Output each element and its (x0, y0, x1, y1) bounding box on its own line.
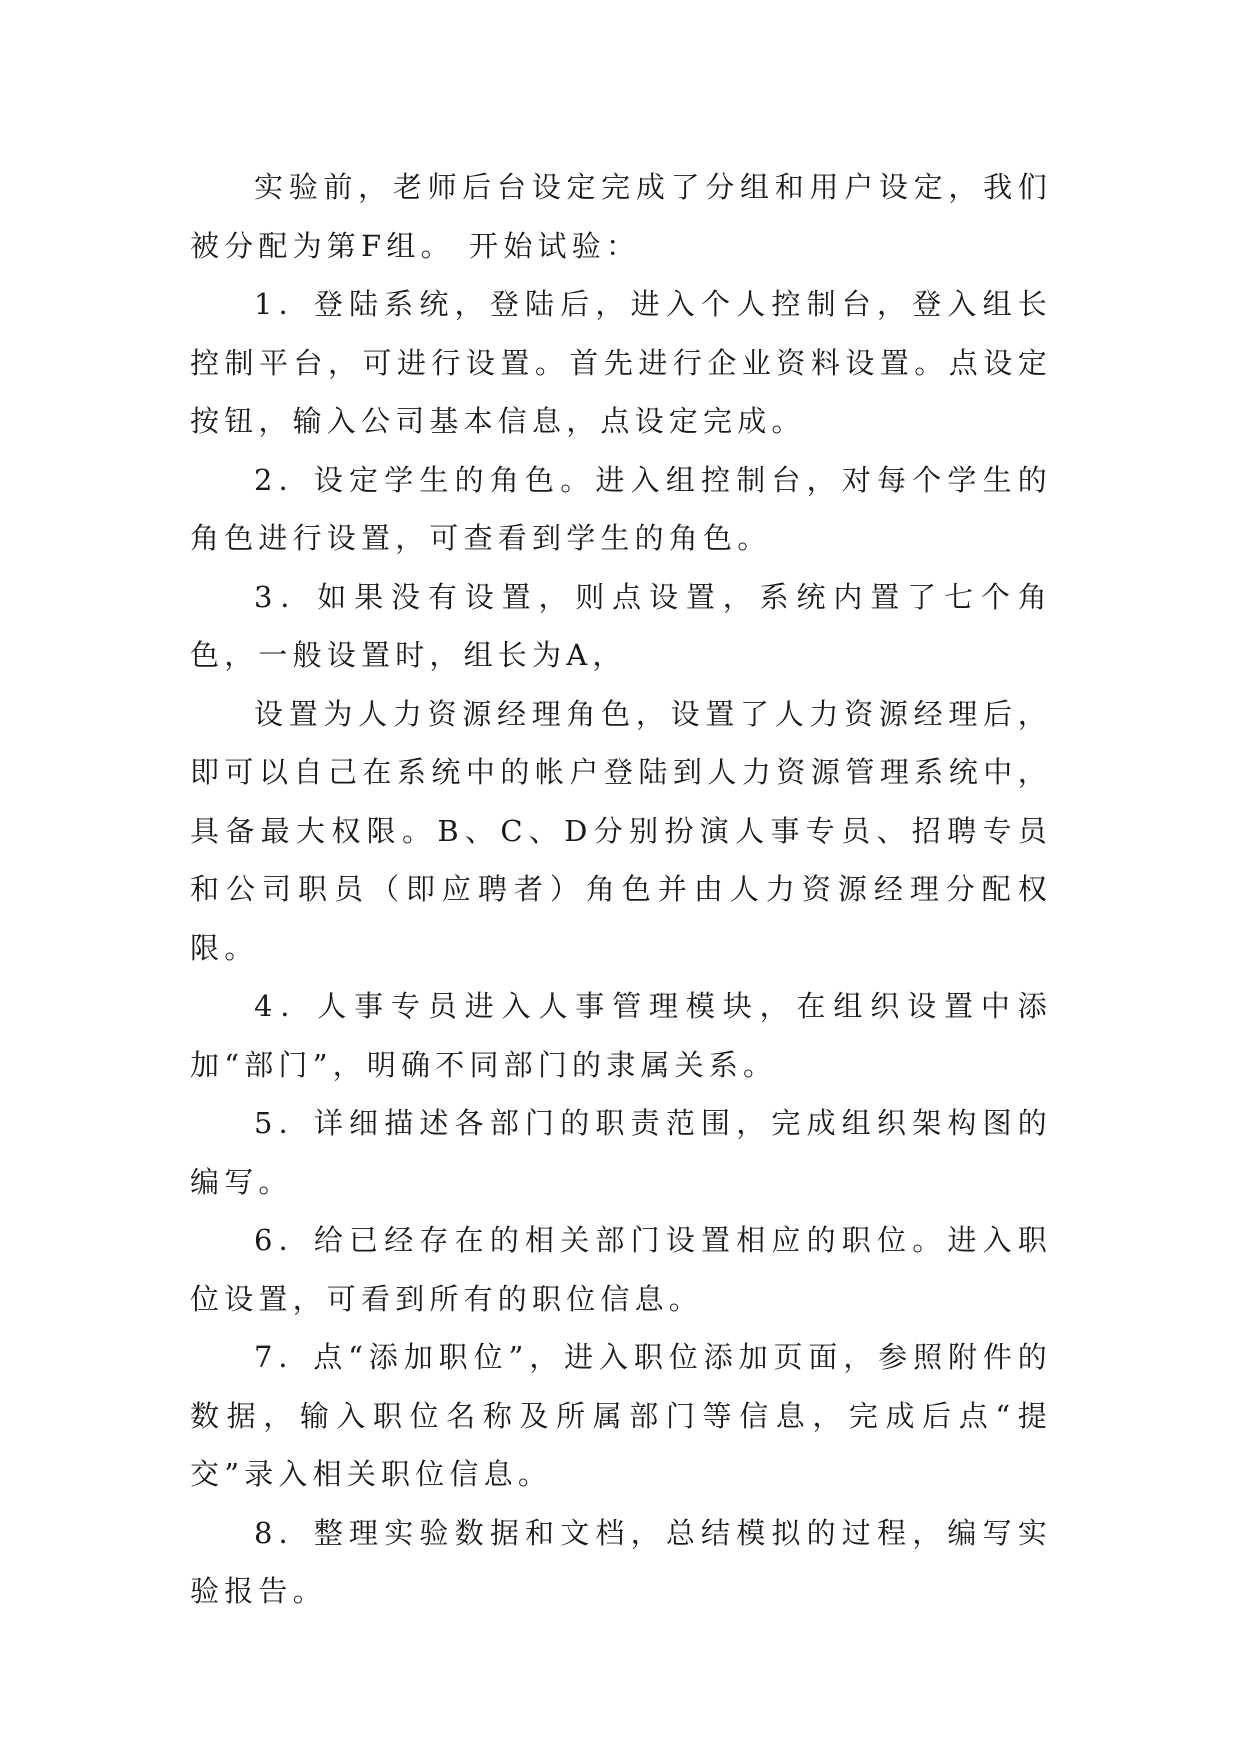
paragraph-step-8: 8．整理实验数据和文档，总结模拟的过程，编写实验报告。 (190, 1515, 1052, 1608)
paragraph-step-6: 6．给已经存在的相关部门设置相应的职位。进入职位设置，可看到所有的职位信息。 (190, 1223, 1052, 1316)
paragraph-step-2: 2．设定学生的角色。进入组控制台，对每个学生的角色进行设置，可查看到学生的角色。 (190, 462, 1052, 555)
document-body (190, 158, 1052, 1621)
paragraph-intro: 实验前，老师后台设定完成了分组和用户设定，我们被分配为第F组。 开始试验： (190, 170, 1052, 263)
paragraph-step-5: 5．详细描述各部门的职责范围，完成组织架构图的编写。 (190, 1106, 1052, 1199)
paragraph-step-7: 7．点“添加职位”，进入职位添加页面，参照附件的数据，输入职位名称及所属部门等信息，完成后点“提交”录入相关职位信息。 (190, 1340, 1052, 1491)
paragraph-step-4: 4．人事专员进入人事管理模块，在组织设置中添加“部门”，明确不同部门的隶属关系。 (190, 989, 1052, 1082)
paragraph-step-3: 3．如果没有设置，则点设置，系统内置了七个角色，一般设置时，组长为A， (190, 579, 1052, 672)
paragraph-step-1: 1．登陆系统，登陆后，进入个人控制台，登入组长控制平台，可进行设置。首先进行企业资料设置。点设定按钮，输入公司基本信息，点设定完成。 (190, 287, 1052, 438)
paragraph-step-3-continued: 设置为人力资源经理角色，设置了人力资源经理后，即可以自己在系统中的帐户登陆到人力资源管理系统中，具备最大权限。B、C、D分别扮演人事专员、招聘专员和公司职员（即应聘者）角色并由人力资源经理分配权限。 (190, 696, 1052, 965)
